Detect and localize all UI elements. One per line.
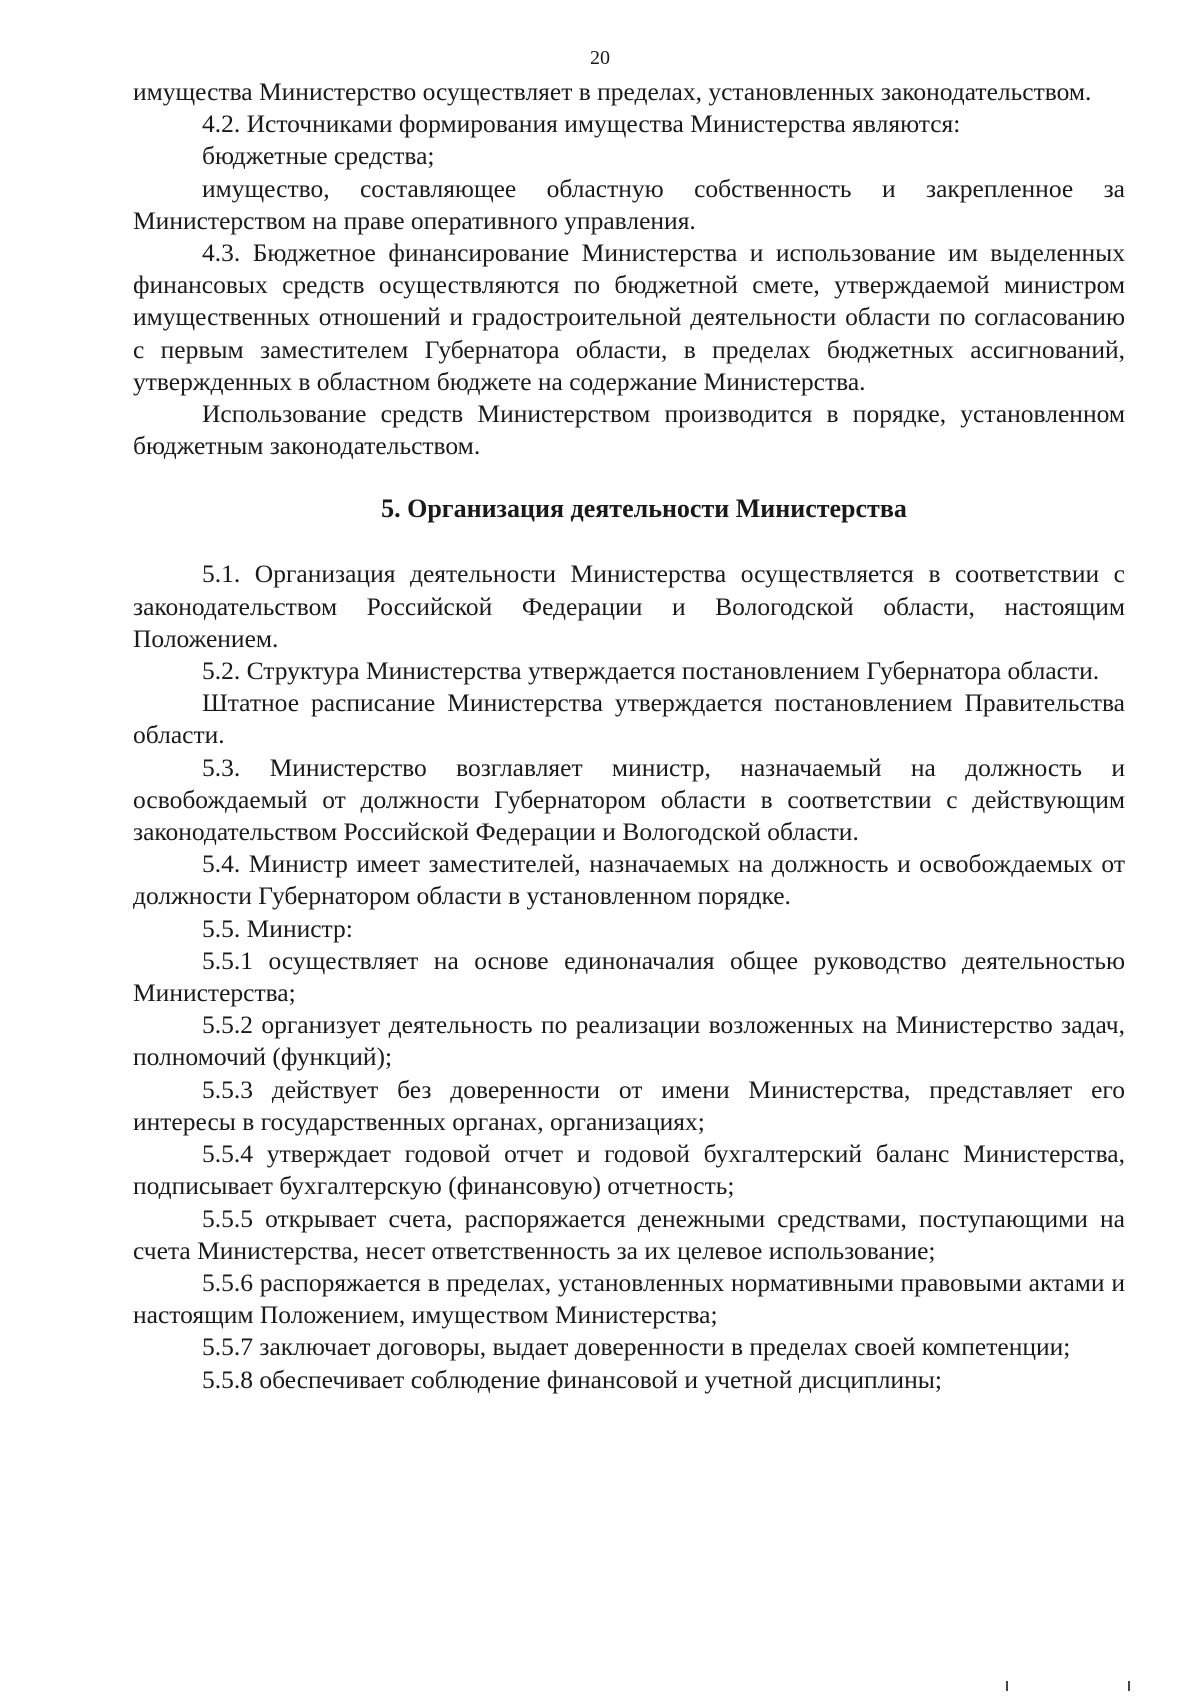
scan-edge-mark xyxy=(1006,1681,1130,1691)
paragraph: Использование средств Министерством производится в порядке, установленном бюджетным законодательством. xyxy=(133,399,1125,461)
paragraph: 5.5.8 обеспечивает соблюдение финансовой и учетной дисциплины; xyxy=(202,1364,942,1394)
paragraph: 4.3. Бюджетное финансирование Министерства и использование им выделенных финансовых средств осуществляются по бюджетной смете, утверждаемой министром имущественных отношений и градостроительной деятельности области по согласованию с первым заместителем Губернатора области, в пределах бюджетных ассигнований, утвержденных в областном бюджете на содержание Министерства. xyxy=(133,238,1125,396)
paragraph: 4.2. Источниками формирования имущества Министерства являются: xyxy=(202,109,961,139)
paragraph: 5.5.2 организует деятельность по реализации возложенных на Министерство задач, полномочий (функций); xyxy=(133,1010,1125,1072)
paragraph: 5.2. Структура Министерства утверждается постановлением Губернатора области. xyxy=(202,656,1100,686)
paragraph: 5.5. Министр: xyxy=(202,913,353,943)
paragraph: 5.5.5 открывает счета, распоряжается денежными средствами, поступающими на счета Министерства, несет ответственность за их целевое использование; xyxy=(133,1203,1125,1265)
paragraph: бюджетные средства; xyxy=(202,141,435,171)
document-body xyxy=(133,76,1125,1396)
paragraph: имущества Министерство осуществляет в пределах, установленных законодательством. xyxy=(133,77,1092,106)
paragraph: 5.5.4 утверждает годовой отчет и годовой бухгалтерский баланс Министерства, подписывает бухгалтерскую (финансовую) отчетность; xyxy=(133,1139,1125,1201)
paragraph: 5.4. Министр имеет заместителей, назначаемых на должность и освобождаемых от должности Губернатором области в установленном порядке. xyxy=(133,849,1125,911)
paragraph: 5.1. Организация деятельности Министерства осуществляется в соответствии с законодательством Российской Федерации и Вологодской области, настоящим Положением. xyxy=(133,559,1125,653)
paragraph: 5.5.1 осуществляет на основе единоначалия общее руководство деятельностью Министерства; xyxy=(133,945,1125,1008)
paragraph: 5.3. Министерство возглавляет министр, назначаемый на должность и освобождаемый от должности Губернатором области в соответствии с действующим законодательством Российской Федерации и Вологодской области. xyxy=(133,752,1125,847)
paragraph: 5.5.7 заключает договоры, выдает доверенности в пределах своей компетенции; xyxy=(202,1332,1071,1362)
section-heading: 5. Организация деятельности Министерства xyxy=(381,494,907,524)
page-number: 20 xyxy=(590,47,610,69)
paragraph: 5.5.3 действует без доверенности от имени Министерства, представляет его интересы в государственных органах, организациях; xyxy=(133,1074,1125,1136)
paragraph: имущество, составляющее областную собственность и закрепленное за Министерством на праве оперативного управления. xyxy=(133,173,1125,235)
paragraph: 5.5.6 распоряжается в пределах, установленных нормативными правовыми актами и настоящим Положением, имуществом Министерства; xyxy=(133,1267,1125,1330)
paragraph: Штатное расписание Министерства утверждается постановлением Правительства области. xyxy=(133,688,1125,750)
